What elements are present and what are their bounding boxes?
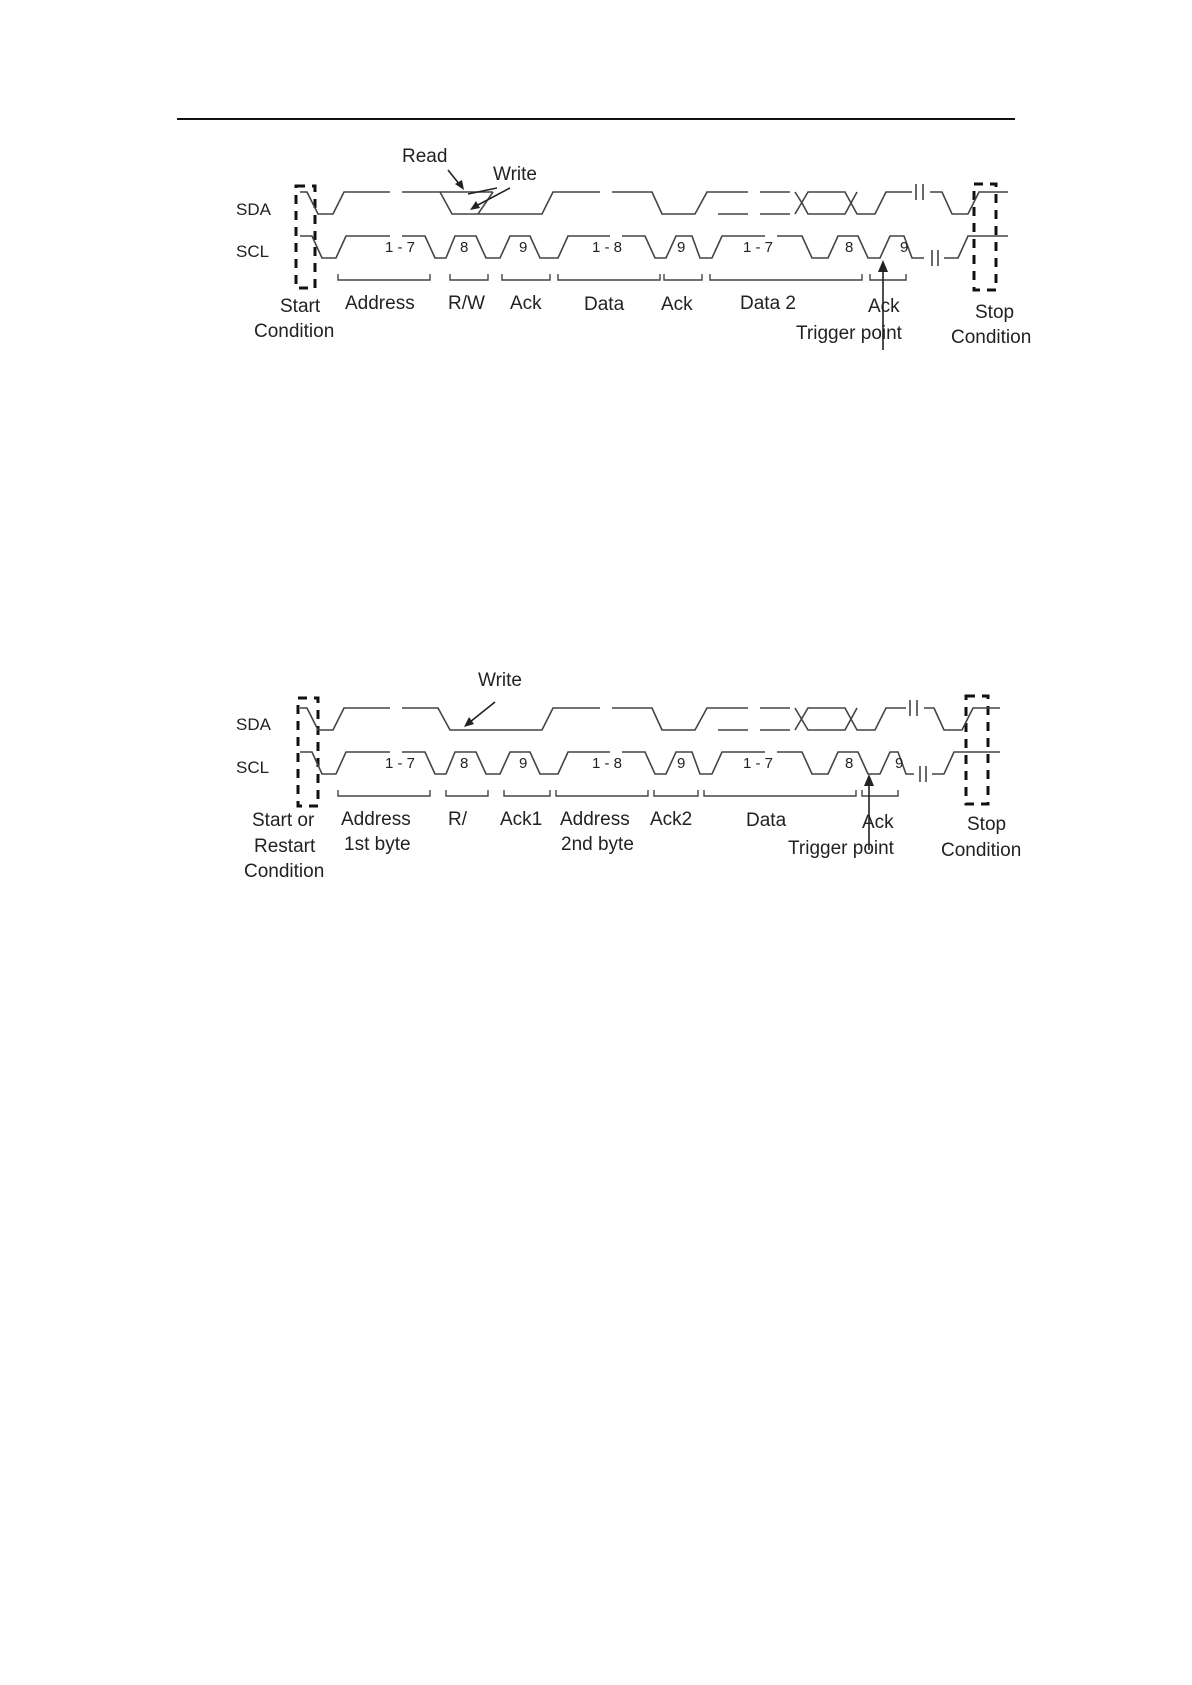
trigger-point-label: Trigger point	[788, 838, 894, 859]
bit-ack-3: 9	[900, 239, 909, 256]
r-label: R/	[448, 809, 467, 830]
ack2-label: Ack2	[650, 809, 693, 830]
address-label: Address	[345, 293, 415, 314]
read-annotation: Read	[402, 146, 448, 167]
stop-label-line2: Condition	[941, 840, 1022, 861]
stop-condition-box	[974, 184, 996, 290]
sda-label: SDA	[236, 715, 271, 734]
bit-ack1: 9	[519, 755, 528, 772]
start-label-line1: Start or	[252, 810, 315, 831]
bit-data2-8: 8	[845, 239, 854, 256]
sda-label: SDA	[236, 200, 271, 219]
address1-label-line2: 1st byte	[344, 834, 411, 855]
start-label-line3: Condition	[244, 861, 325, 882]
write-annotation: Write	[493, 164, 537, 185]
field-brackets	[338, 790, 898, 796]
data-label: Data	[584, 294, 625, 315]
trigger-point-label: Trigger point	[796, 323, 902, 344]
write-arrowhead	[464, 717, 474, 727]
header-rule	[177, 118, 1015, 120]
i2c-7bit-address-timing-diagram	[0, 140, 1192, 380]
bits-address-1st: 1 - 7	[385, 755, 416, 772]
rw-label: R/W	[448, 293, 485, 314]
ack-label-2: Ack	[661, 294, 693, 315]
bits-data2: 1 - 7	[743, 239, 774, 256]
bits-data: 1 - 7	[743, 755, 774, 772]
i2c-10bit-address-timing-diagram	[0, 640, 1192, 900]
data-label: Data	[746, 810, 787, 831]
ack-label-3: Ack	[868, 296, 900, 317]
trigger-arrowhead	[864, 774, 874, 786]
address2-label-line1: Address	[560, 809, 630, 830]
bit-rw: 8	[460, 239, 469, 256]
bit-ack2: 9	[677, 755, 686, 772]
write-arrowhead	[470, 201, 480, 210]
stop-condition-box	[966, 696, 988, 804]
ack1-label: Ack1	[500, 809, 543, 830]
bit-r: 8	[460, 755, 469, 772]
stop-label-line2: Condition	[951, 327, 1032, 348]
address2-label-line2: 2nd byte	[561, 834, 634, 855]
bits-data: 1 - 8	[592, 239, 623, 256]
bit-data-8: 8	[845, 755, 854, 772]
bit-ack-2: 9	[677, 239, 686, 256]
scl-label: SCL	[236, 758, 270, 777]
field-brackets	[338, 274, 906, 280]
start-label-line2: Condition	[254, 321, 335, 342]
stop-label-line1: Stop	[967, 814, 1007, 835]
sda-waveform	[300, 184, 1008, 214]
ack-label-3: Ack	[862, 812, 894, 833]
sda-waveform	[300, 700, 1000, 730]
write-arrow	[470, 702, 495, 722]
trigger-arrowhead	[878, 260, 888, 272]
scl-label: SCL	[236, 242, 270, 261]
bits-address-2nd: 1 - 8	[592, 755, 623, 772]
ack-label-1: Ack	[510, 293, 542, 314]
stop-label-line1: Stop	[975, 302, 1015, 323]
start-label-line2: Restart	[254, 836, 316, 857]
bits-address: 1 - 7	[385, 239, 416, 256]
write-annotation: Write	[478, 670, 522, 691]
start-label-line1: Start	[280, 296, 321, 317]
data2-label: Data 2	[740, 293, 796, 314]
address1-label-line1: Address	[341, 809, 411, 830]
bit-ack: 9	[519, 239, 528, 256]
bit-ack-3: 9	[895, 755, 904, 772]
